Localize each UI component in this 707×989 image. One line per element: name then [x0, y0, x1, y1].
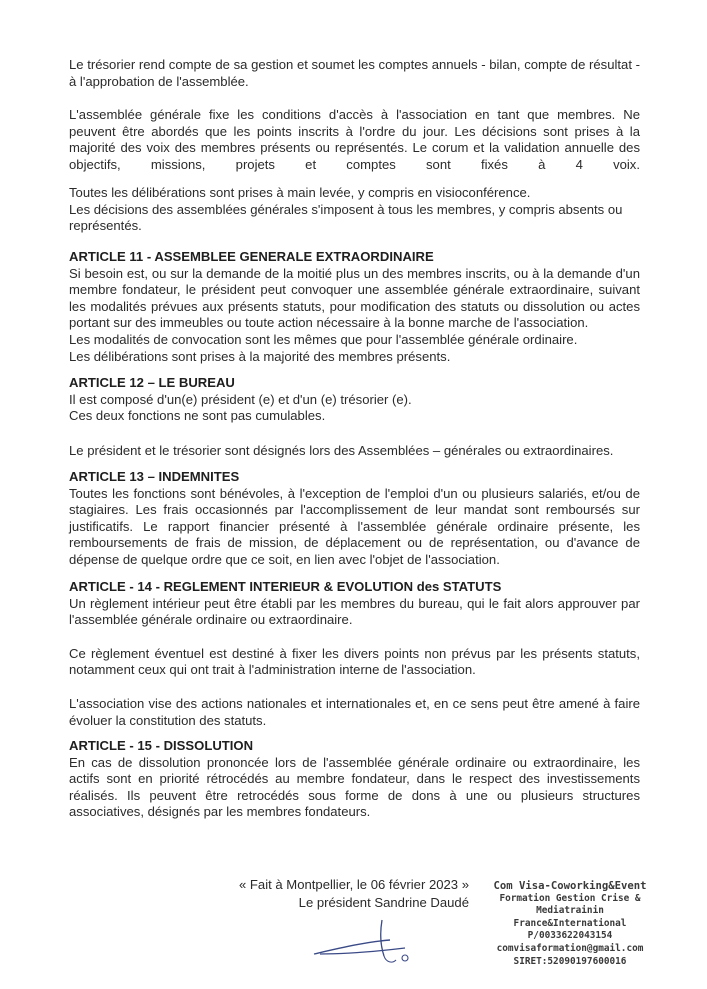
text-line: Les décisions des assemblées générales s'imposent à tous les membres, y compris absents ou représentés.	[69, 201, 623, 234]
article-title: ARTICLE 11 - ASSEMBLEE GENERALE EXTRAORDINAIRE	[69, 249, 434, 264]
president-name: Le président Sandrine Daudé	[298, 895, 469, 910]
stamp-line: Com Visa-Coworking&Event	[493, 880, 647, 892]
article-14	[69, 579, 640, 729]
article-text: Un règlement intérieur peut être établi par les membres du bureau, qui le fait alors approuver par l'assemblée générale ordinaire ou extraordinaire.	[69, 595, 640, 628]
article-title: ARTICLE - 15 - DISSOLUTION	[69, 738, 254, 753]
text-line: objectifs, missions, projets et comptes sont fixés à 4 voix.	[69, 156, 640, 172]
article-text: Toutes les fonctions sont bénévoles, à l'exception de l'emploi d'un ou plusieurs salariés, et/ou de stagiaires. Les frais occasionnés par l'accomplissement de leur mandat sont remboursés sur justificatifs. Le rapport financier présenté à l'assemblée générale ordinaire présente, les remboursements de frais de mission, de déplacement ou de représentation, ou d'avance de dépense de quelque ordre que ce soit, en lien avec l'objet de l'association.	[69, 485, 640, 567]
stamp-line: Formation Gestion Crise & Mediatrainin	[499, 892, 641, 917]
paragraph-deliberations	[69, 185, 640, 235]
article-title: ARTICLE - 14 - REGLEMENT INTERIEUR & EVOLUTION des STATUTS	[69, 579, 502, 594]
company-stamp	[470, 880, 670, 968]
article-text: En cas de dissolution prononcée lors de l'assemblée générale ordinaire ou extraordinaire, les actifs sont en priorité rétrocédés au membre fondateur, dans le respect des investissements réalisés. Ils peuvent être retrocédés sous forme de dons à une ou plusieurs structures associatives, désignés par les membres fondateurs.	[69, 754, 640, 820]
stamp-line: SIRET:52090197600016	[513, 955, 627, 967]
text-line: Les modalités de convocation sont les mêmes que pour l'assemblée générale ordinaire.	[69, 331, 578, 347]
text-line: Il est composé d'un(e) président (e) et d'un (e) trésorier (e).	[69, 391, 412, 407]
article-title: ARTICLE 12 – LE BUREAU	[69, 375, 235, 390]
paragraph-general-assembly	[69, 107, 640, 173]
article-text: Ce règlement éventuel est destiné à fixer les divers points non prévus par les présents statuts, notamment ceux qui ont trait à l'administration interne de l'association.	[69, 645, 640, 678]
text-line: L'assemblée générale fixe les conditions d'accès à l'association en tant que membres. Ne	[69, 107, 640, 122]
text-line: peuvent être abordés que les points inscrits à l'ordre du jour. Les décisions sont prises à la	[69, 123, 640, 139]
place-date: « Fait à Montpellier, le 06 février 2023 »	[239, 877, 469, 892]
text-line: Toutes les délibérations sont prises à main levée, y compris en visioconférence.	[69, 185, 531, 200]
stamp-line: comvisaformation@gmail.com	[496, 942, 644, 954]
stamp-line: France&International	[513, 917, 627, 929]
article-title: ARTICLE 13 – INDEMNITES	[69, 469, 240, 484]
article-15	[69, 738, 640, 821]
article-11	[69, 249, 640, 365]
text-line: Les délibérations sont prises à la majorité des membres présents.	[69, 348, 451, 364]
handwritten-signature	[310, 918, 440, 968]
article-13	[69, 469, 640, 569]
stamp-line: P/0033622043154	[527, 930, 613, 942]
text-line: Le président et le trésorier sont désignés lors des Assemblées – générales ou extraordinaires.	[69, 442, 614, 458]
article-12	[69, 375, 640, 459]
article-text: L'association vise des actions nationales et internationales et, en ce sens peut être amené à faire évoluer la constitution des statuts.	[69, 695, 640, 728]
text-line: majorité des voix des membres présents ou représentés. Le corum et la validation annuelle des	[69, 140, 640, 156]
text-line: Ces deux fonctions ne sont pas cumulables.	[69, 408, 326, 424]
article-text: Si besoin est, ou sur la demande de la moitié plus un des membres inscrits, ou à la demande d'un membre fondateur, le président peut convoquer une assemblée générale extraordinaire, suivant les modalités prévues aux présents statuts, pour modification des statuts ou dissolution ou actes portant sur des immeubles ou toute action nécessaire à la bonne marche de l'association.	[69, 265, 640, 331]
paragraph-treasurer: Le trésorier rend compte de sa gestion et soumet les comptes annuels - bilan, compte de résultat - à l'approbation de l'assemblée.	[69, 57, 640, 89]
